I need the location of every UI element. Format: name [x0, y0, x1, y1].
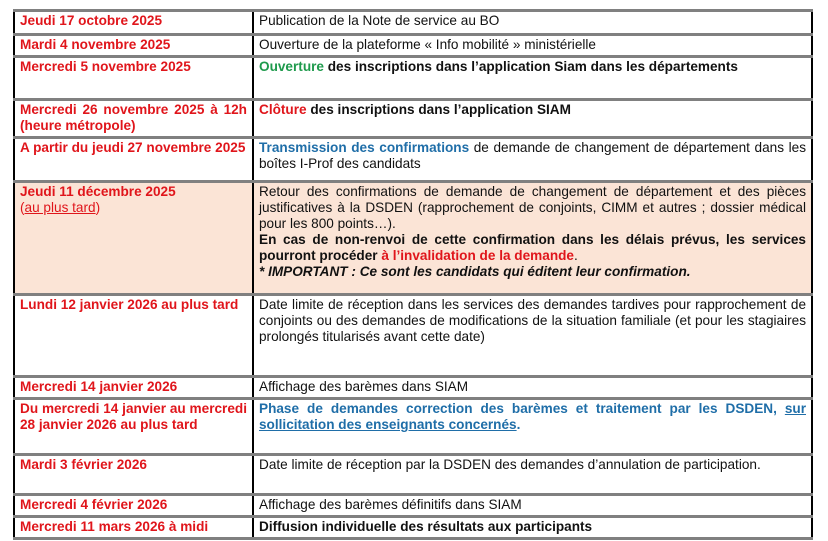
table-row: [14, 295, 812, 377]
row-description: Affichage des barèmes dans SIAM: [253, 377, 812, 399]
row-description-p1: Retour des confirmations de demande de changement de département et des pièces justificatives à la DSDEN (rapprochement de conjoints, CIMM et autres ; dossier médical pour les 800 points…).: [259, 184, 806, 231]
row-date: Mercredi 11 mars 2026 à midi: [14, 517, 253, 539]
row-date: Mercredi 14 janvier 2026: [14, 377, 253, 399]
row-description: Publication de la Note de service au BO: [253, 11, 812, 35]
row-description: [253, 138, 812, 182]
opening-highlight: Ouverture: [259, 59, 324, 74]
table-row: [14, 495, 812, 517]
table-row: [14, 399, 812, 455]
row-date: Du mercredi 14 janvier au mercredi 28 janvier 2026 au plus tard: [14, 399, 253, 455]
row-description: Date limite de réception par la DSDEN des demandes d’annulation de participation.: [253, 455, 812, 495]
row-description: Ouverture de la plateforme « Info mobilité » ministérielle: [253, 35, 812, 57]
row-description-rest: des inscriptions dans l’application SIAM: [306, 102, 571, 117]
row-description-rest: de demande de changement de département dans les boîtes I-Prof des candidats: [259, 140, 806, 171]
table-row: [14, 11, 812, 35]
date-note-text: au plus tard: [24, 200, 96, 215]
paren-close: ): [95, 200, 101, 215]
row-description: [253, 182, 812, 295]
table-row: [14, 138, 812, 182]
table-row: [14, 57, 812, 100]
table-row: [14, 35, 812, 57]
table-row: [14, 517, 812, 539]
row-date: Mercredi 5 novembre 2025: [14, 57, 253, 100]
important-note: * IMPORTANT : Ce sont les candidats qui éditent leur confirmation.: [259, 264, 691, 279]
calendar-table: [13, 9, 813, 540]
date-note: [20, 200, 100, 215]
correction-phase-text: Phase de demandes correction des barèmes et traitement par les DSDEN,: [259, 401, 785, 416]
table-row: [14, 377, 812, 399]
row-date: Mercredi 4 février 2026: [14, 495, 253, 517]
closing-highlight: Clôture: [259, 102, 307, 117]
table-row: [14, 100, 812, 138]
row-date: Lundi 12 janvier 2026 au plus tard: [14, 295, 253, 377]
row-date: [14, 182, 253, 295]
invalidation-highlight: à l’invalidation de la demande: [381, 248, 574, 263]
row-date-text: Jeudi 11 décembre 2025: [20, 184, 176, 199]
row-date: Mardi 3 février 2026: [14, 455, 253, 495]
row-description: Affichage des barèmes définitifs dans SIAM: [253, 495, 812, 517]
transmission-highlight: Transmission des confirmations: [259, 140, 470, 155]
row-date: Mercredi 26 novembre 2025 à 12h (heure métropole): [14, 100, 253, 138]
row-description: [253, 399, 812, 455]
row-date: Mardi 4 novembre 2025: [14, 35, 253, 57]
paren-open: (: [20, 200, 25, 215]
row-description: [253, 57, 812, 100]
table-row-highlighted: [14, 182, 812, 295]
row-date: A partir du jeudi 27 novembre 2025: [14, 138, 253, 182]
row-description-rest: des inscriptions dans l’application Siam dans les départements: [323, 59, 738, 74]
warning-text: En cas de non-renvoi de cette confirmation dans les délais prévus, les services pourront procéder: [259, 232, 806, 263]
table-row: [14, 455, 812, 495]
solicitation-link-text: sur sollicitation des enseignants concernés: [259, 401, 806, 432]
row-description: [253, 100, 812, 138]
row-description-end: .: [516, 417, 521, 432]
row-description: Diffusion individuelle des résultats aux participants: [253, 517, 812, 539]
row-date: Jeudi 17 octobre 2025: [14, 11, 253, 35]
row-description: Date limite de réception dans les services des demandes tardives pour rapprochement de conjoints ou des demandes de modifications de la situation familiale (et pour les stagiaires prolongés titularisés avant cette date): [253, 295, 812, 377]
warning-end: .: [574, 248, 578, 263]
